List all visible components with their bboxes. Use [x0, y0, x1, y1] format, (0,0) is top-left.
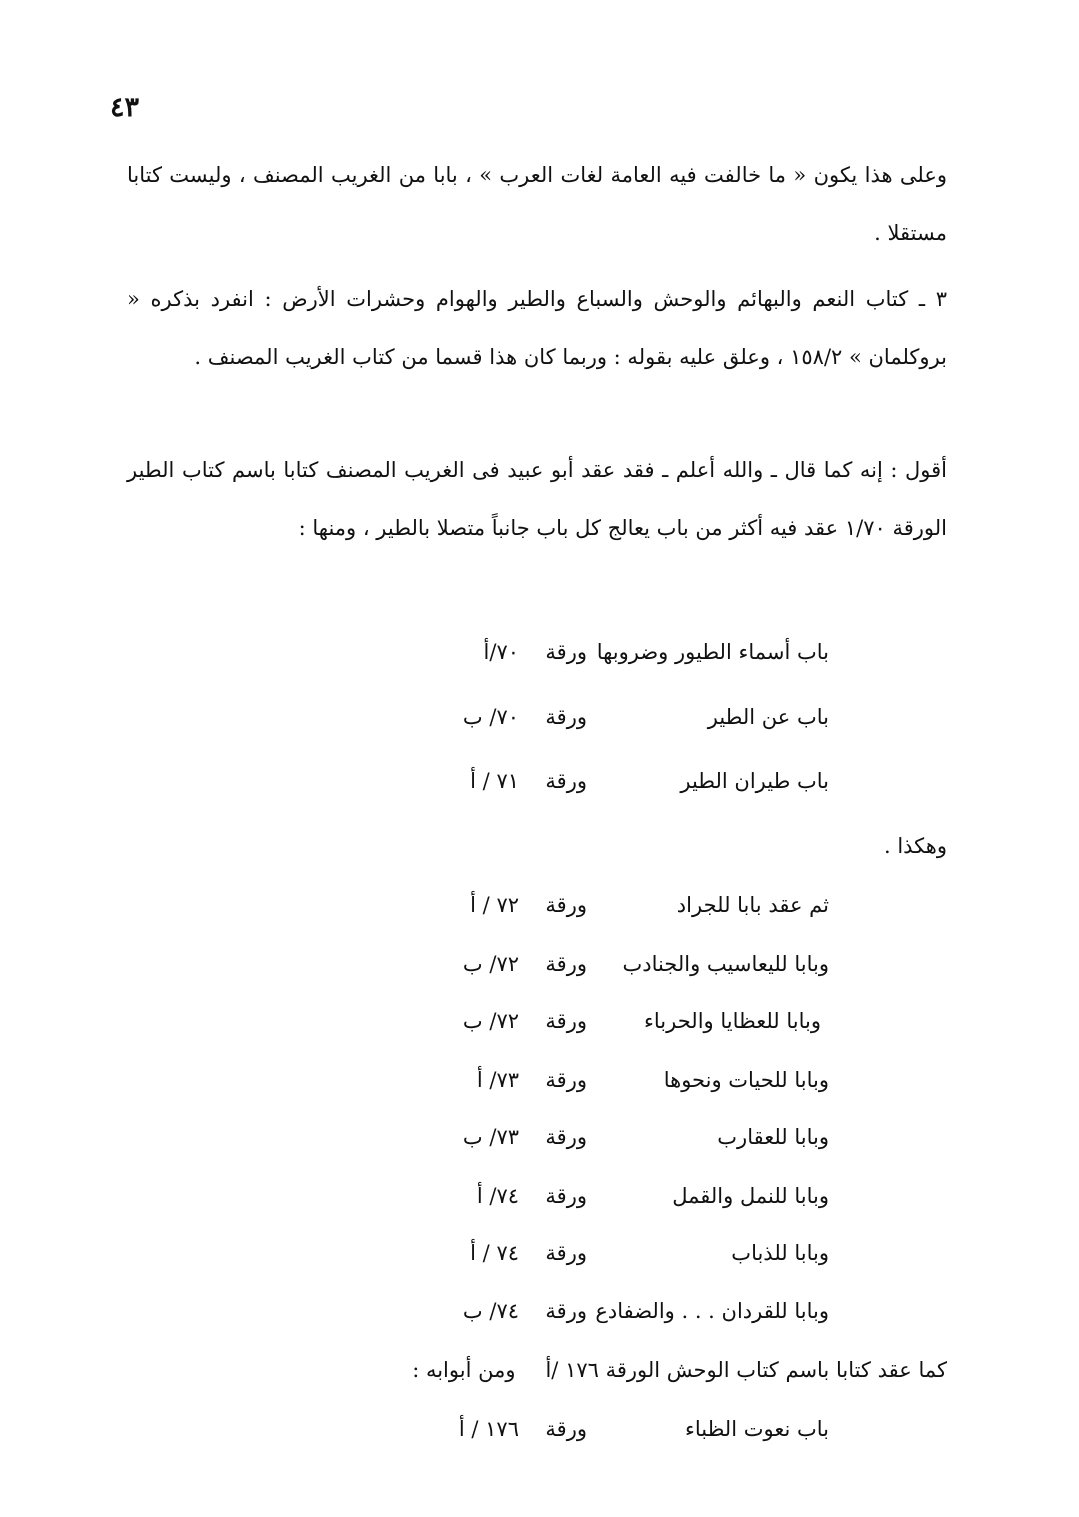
waraqa-label: ورقة: [545, 1417, 587, 1441]
wild-book-tail: ومن أبوابه :: [412, 1358, 516, 1382]
list-item: [109, 761, 849, 801]
folio-ref: ٧٤/ أ: [476, 1184, 519, 1208]
list-item: [109, 1060, 849, 1100]
waraqa-label: ورقة: [545, 952, 587, 976]
folio-ref: ٧١ / أ: [470, 769, 519, 793]
folio-ref: ٧٣/ ب: [462, 1125, 519, 1149]
chapter-name: وبابا للقردان . . . والضفادع: [595, 1299, 829, 1323]
list-item: [109, 1176, 849, 1216]
waraqa-label: ورقة: [545, 1125, 587, 1149]
list-item: [109, 697, 849, 737]
folio-ref: ٧٤ / أ: [470, 1241, 519, 1265]
folio-ref: ٧٢/ ب: [462, 952, 519, 976]
chapter-name: وبابا للعظايا والحرباء: [644, 1009, 821, 1033]
waraqa-label: ورقة: [545, 705, 587, 729]
page-number: ٤٣: [110, 92, 140, 123]
list-item: [109, 944, 849, 984]
folio-ref: ٧٣/ أ: [476, 1068, 519, 1092]
chapter-name: ثم عقد بابا للجراد: [676, 893, 829, 917]
folio-ref: ٧٤/ ب: [462, 1299, 519, 1323]
chapter-name: وبابا للنمل والقمل: [672, 1184, 829, 1208]
waraqa-label: ورقة: [545, 893, 587, 917]
list-item: [109, 1117, 849, 1157]
chapter-name: باب عن الطير: [707, 705, 829, 729]
waraqa-label: ورقة: [545, 1184, 587, 1208]
list-item: [109, 1233, 849, 1273]
folio-ref: ٧٢ / أ: [470, 893, 519, 917]
waraqa-label: ورقة: [545, 640, 587, 664]
wild-book-line: [127, 1350, 947, 1390]
wild-book-text: كما عقد كتابا باسم كتاب الوحش الورقة ١٧٦ /أ: [545, 1358, 947, 1382]
chapter-name: وبابا لليعاسيب والجنادب: [622, 952, 829, 976]
and-so-on: وهكذا .: [883, 834, 947, 858]
paragraph-3: أقول : إنه كما قال ـ والله أعلم ـ فقد عقد أبو عبيد فى الغريب المصنف كتابا باسم كتاب الطير الورقة ١/٧٠ عقد فيه أكثر من باب يعالج كل باب جانباً متصلا بالطير ، ومنها :: [127, 458, 947, 540]
waraqa-label: ورقة: [545, 1068, 587, 1092]
waraqa-label: ورقة: [545, 1299, 587, 1323]
folio-ref: ٧٠/ ب: [462, 705, 519, 729]
chapter-name: باب أسماء الطيور وضروبها: [596, 640, 829, 664]
list-item: [109, 1409, 849, 1449]
chapter-name: وبابا للعقارب: [717, 1125, 829, 1149]
list-item: [109, 632, 849, 672]
list-item: [109, 1001, 849, 1041]
list-item: [109, 885, 849, 925]
chapter-name: وبابا للذباب: [731, 1241, 829, 1265]
waraqa-label: ورقة: [545, 1241, 587, 1265]
chapter-name: باب نعوت الظباء: [684, 1417, 829, 1441]
folio-ref: ١٧٦ / أ: [458, 1417, 519, 1441]
chapter-name: وبابا للحيات ونحوها: [663, 1068, 829, 1092]
list-item: [109, 1291, 849, 1331]
folio-ref: ٧٢/ ب: [462, 1009, 519, 1033]
paragraph-2: ٣ ـ كتاب النعم والبهائم والوحش والسباع والطير والهوام وحشرات الأرض : انفرد بذكره « بروكلمان » ١٥٨/٢ ، وعلق عليه بقوله : وربما كان هذا قسما من كتاب الغريب المصنف .: [127, 287, 947, 369]
paragraph-1: وعلى هذا يكون « ما خالفت فيه العامة لغات العرب » ، بابا من الغريب المصنف ، وليست كتابا مستقلا .: [127, 163, 947, 245]
chapter-name: باب طيران الطير: [680, 769, 829, 793]
waraqa-label: ورقة: [545, 769, 587, 793]
folio-ref: ٧٠/أ: [483, 640, 519, 664]
waraqa-label: ورقة: [545, 1009, 587, 1033]
